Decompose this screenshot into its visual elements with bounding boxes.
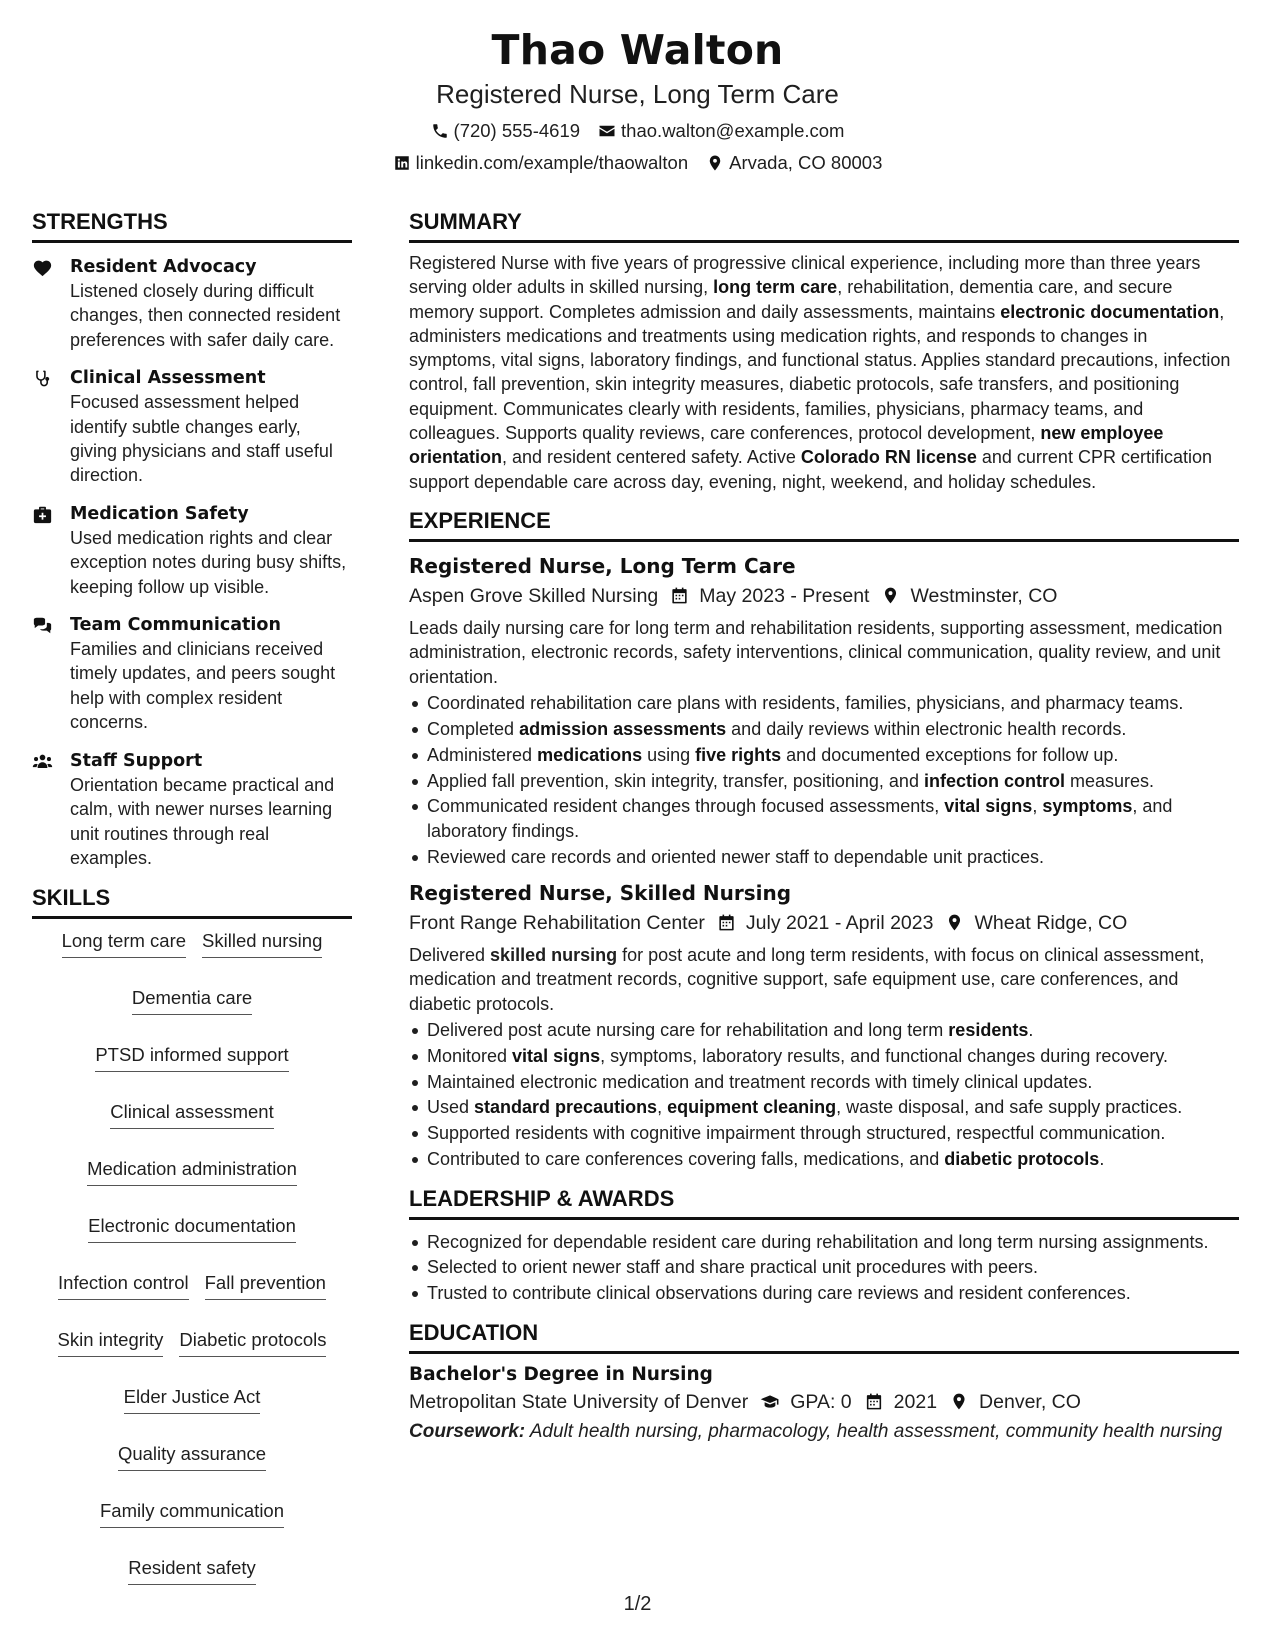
calendar-icon [670, 586, 689, 605]
text-run: . [1099, 1149, 1105, 1170]
text-run: Supported residents with cognitive impairment through structured, respectful communication. [427, 1123, 1166, 1144]
skill-tag: Skilled nursing [202, 929, 322, 958]
bold-text: admission assessments [519, 718, 727, 739]
text-run: , administers medications and treatments using medication rights, and responds to changes in symptoms, vital signs, laboratory findings, and functional status. Applies standard precautions, infection control, fall prevention, skin integrity measures, diabetic protocols, safe transfers, and positioning equipment. Communicates clearly with residents, families, physicians, pharmacy teams, and colleagues. Supports quality reviews, care conferences, protocol development, [409, 301, 1231, 444]
calendar-icon [717, 913, 736, 932]
skill-tag: PTSD informed support [95, 1043, 288, 1072]
bullet-item [409, 845, 1239, 869]
text-run: , [1032, 796, 1043, 817]
bold-text: equipment cleaning [667, 1097, 837, 1118]
phone-icon [431, 122, 449, 140]
strength-item [32, 749, 352, 871]
strength-item [32, 366, 352, 488]
skill-tag: Dementia care [132, 986, 252, 1015]
bullet-item [409, 1044, 1239, 1068]
email-text: thao.walton@example.com [621, 120, 845, 141]
candidate-title: Registered Nurse, Long Term Care [436, 79, 839, 109]
bullet-item [409, 1147, 1239, 1171]
bold-text: symptoms [1042, 796, 1133, 817]
summary-heading: SUMMARY [409, 208, 1239, 243]
job-employer: Front Range Rehabilitation Center [409, 911, 705, 934]
strength-title: Clinical Assessment [70, 368, 266, 389]
degree-title: Bachelor's Degree in Nursing [409, 1363, 713, 1385]
contact-row-2 [0, 152, 1275, 174]
bullet-item [409, 1018, 1239, 1042]
coursework [409, 1420, 1239, 1444]
text-run: Delivered post acute nursing care for rehabilitation and long term [427, 1019, 949, 1040]
bullet-item [409, 743, 1239, 767]
strength-item [32, 502, 352, 599]
text-run: Applied fall prevention, skin integrity, transfer, positioning, and [427, 770, 924, 791]
skill-tag: Fall prevention [205, 1271, 326, 1300]
map-pin-icon [881, 586, 900, 605]
contact-row-1 [0, 120, 1275, 142]
text-run: and documented exceptions for follow up. [781, 744, 1119, 765]
bullet-item [409, 717, 1239, 741]
job-bullets [409, 1018, 1239, 1172]
skills-heading: SKILLS [32, 884, 352, 919]
education-heading: EDUCATION [409, 1319, 1239, 1354]
job-title: Registered Nurse, Long Term Care [409, 553, 796, 578]
summary-text [409, 251, 1239, 494]
education-location: Denver, CO [979, 1390, 1081, 1413]
bullet-item [409, 691, 1239, 715]
resume-header [0, 0, 1275, 174]
strength-desc: Orientation became practical and calm, with newer nurses learning unit routines through real examples. [70, 774, 335, 868]
job-location: Westminster, CO [910, 584, 1058, 607]
leadership-heading: LEADERSHIP & AWARDS [409, 1185, 1239, 1220]
phone-text: (720) 555-4619 [453, 120, 581, 141]
left-column [32, 208, 352, 1585]
coursework-label: Coursework: [409, 1420, 526, 1442]
strength-item [32, 613, 352, 735]
job-meta [409, 909, 1239, 937]
job-dates: July 2021 - April 2023 [745, 911, 934, 934]
education-meta [409, 1388, 1239, 1416]
chat-bubbles-icon [32, 616, 53, 635]
stethoscope-icon [32, 369, 53, 388]
text-run: , rehabilitation, dementia care, and secure memory support. Completes admission and daily assessments, maintains [409, 277, 1173, 322]
strengths-list [32, 255, 352, 870]
coursework-text: Adult health nursing, pharmacology, health assessment, community health nursing [525, 1420, 1223, 1442]
bold-text: long term care [713, 277, 838, 298]
leadership-section [409, 1185, 1239, 1306]
location-text: Arvada, CO 80003 [729, 152, 883, 173]
skill-tag: Elder Justice Act [124, 1385, 261, 1414]
leadership-item: Recognized for dependable resident care during rehabilitation and long term nursing assignments. [409, 1230, 1239, 1254]
bold-text: residents [948, 1019, 1029, 1040]
bold-text: infection control [923, 770, 1065, 791]
skill-tag: Electronic documentation [88, 1214, 296, 1243]
skill-tag: Skin integrity [58, 1328, 164, 1357]
graduation-cap-icon [760, 1392, 780, 1411]
gpa-text: GPA: 0 [790, 1390, 852, 1413]
bold-text: new employee orientation [409, 423, 1164, 468]
text-run: , and resident centered safety. Active [502, 447, 801, 468]
strength-item [32, 255, 352, 352]
map-pin-icon [945, 913, 964, 932]
map-pin-icon [706, 154, 724, 172]
calendar-icon [864, 1392, 884, 1411]
bold-text: standard precautions [474, 1097, 658, 1118]
strength-title: Medication Safety [70, 503, 249, 524]
text-run: Completed [427, 718, 520, 739]
text-run: Monitored [427, 1045, 513, 1066]
candidate-name: Thao Walton [491, 26, 784, 74]
text-run: Contributed to care conferences covering falls, medications, and [427, 1149, 945, 1170]
contact-linkedin[interactable] [393, 152, 689, 174]
users-icon [32, 752, 53, 771]
right-column [409, 208, 1239, 1585]
experience-section [409, 507, 1239, 1172]
job-location: Wheat Ridge, CO [974, 911, 1128, 934]
bold-text: vital signs [944, 796, 1033, 817]
text-run: , waste disposal, and safe supply practices. [836, 1097, 1183, 1118]
bullet-item [409, 769, 1239, 793]
strength-title: Resident Advocacy [70, 257, 257, 277]
bullet-item [409, 1070, 1239, 1094]
contact-location [706, 152, 882, 174]
leadership-item: Trusted to contribute clinical observations during care reviews and resident conferences. [409, 1281, 1239, 1305]
strength-desc: Families and clinicians received timely updates, and peers sought help with complex resident concerns. [70, 639, 336, 733]
page-number: 1/2 [623, 1593, 652, 1615]
text-run: and daily reviews within electronic health records. [726, 718, 1127, 739]
medkit-icon [32, 505, 53, 524]
text-run: Communicated resident changes through focused assessments, [427, 796, 945, 817]
job-employer: Aspen Grove Skilled Nursing [409, 584, 659, 607]
text-run: . [1028, 1019, 1034, 1040]
text-run: Registered Nurse with five years of progressive clinical experience, including more than three years serving older adults in skilled nursing, [409, 253, 1201, 298]
resume-body [32, 208, 1242, 1585]
skill-tag: Diabetic protocols [179, 1328, 326, 1357]
text-run: , symptoms, laboratory results, and functional changes during recovery. [600, 1045, 1169, 1066]
bold-text: five rights [695, 744, 782, 765]
text-run: , and laboratory findings. [427, 796, 1173, 841]
leadership-item: Selected to orient newer staff and share practical unit procedures with peers. [409, 1255, 1239, 1279]
text-run: Maintained electronic medication and treatment records with timely clinical updates. [427, 1071, 1093, 1092]
linkedin-icon [393, 154, 411, 172]
bold-text: vital signs [512, 1045, 601, 1066]
heart-icon [32, 258, 53, 277]
skill-tag: Quality assurance [118, 1442, 266, 1471]
skill-tag: Medication administration [87, 1157, 297, 1186]
skill-tag: Resident safety [128, 1556, 256, 1585]
map-pin-icon [949, 1392, 969, 1411]
skill-tag: Family communication [100, 1499, 284, 1528]
school-name: Metropolitan State University of Denver [409, 1390, 749, 1413]
text-run: Delivered [409, 944, 491, 965]
envelope-icon [598, 122, 616, 140]
strength-title: Staff Support [70, 750, 203, 771]
experience-heading: EXPERIENCE [409, 507, 1239, 542]
bold-text: skilled nursing [490, 944, 618, 965]
job-dates: May 2023 - Present [699, 584, 870, 607]
strengths-heading: STRENGTHS [32, 208, 352, 243]
strength-desc: Listened closely during difficult changes, then connected resident preferences with safer daily care. [70, 281, 341, 350]
bullet-item [409, 1095, 1239, 1119]
text-run: using [642, 744, 696, 765]
contact-email[interactable] [598, 120, 844, 142]
bold-text: Colorado RN license [800, 447, 977, 468]
text-run: Coordinated rehabilitation care plans with residents, families, physicians, and pharmacy teams. [427, 692, 1184, 713]
bullet-item [409, 1121, 1239, 1145]
text-run: Used [427, 1097, 475, 1118]
skill-tag: Long term care [62, 929, 186, 958]
text-run: Leads daily nursing care for long term and rehabilitation residents, supporting assessment, medication administration, electronic records, safety interventions, clinical communication, quality review, and unit orientation. [409, 617, 1223, 687]
job-title: Registered Nurse, Skilled Nursing [409, 880, 792, 905]
text-run: and current CPR certification support dependable care across day, evening, night, weekend, and holiday schedules. [409, 447, 1212, 492]
bullet-item [409, 794, 1239, 843]
strength-title: Team Communication [70, 615, 281, 636]
skill-tag: Clinical assessment [110, 1100, 273, 1129]
text-run: , [657, 1097, 668, 1118]
education-section [409, 1319, 1239, 1444]
text-run: Reviewed care records and oriented newer staff to dependable unit practices. [427, 846, 1045, 867]
contact-phone[interactable] [431, 120, 581, 142]
text-run: Administered [427, 744, 538, 765]
graduation-year: 2021 [893, 1390, 938, 1413]
bold-text: electronic documentation [1000, 301, 1220, 322]
job-description [409, 943, 1239, 1016]
strength-desc: Focused assessment helped identify subtle changes early, giving physicians and staff useful direction. [70, 392, 333, 486]
job-meta [409, 582, 1239, 610]
job-entry [409, 879, 1239, 1172]
text-run: for post acute and long term residents, with focus on clinical assessment, medication and treatment records, cognitive support, safe equipment use, care conferences, and diabetic protocols. [409, 944, 1205, 1014]
job-description [409, 616, 1239, 689]
bold-text: medications [537, 744, 643, 765]
job-bullets [409, 691, 1239, 869]
skill-tag: Infection control [58, 1271, 189, 1300]
strength-desc: Used medication rights and clear exception notes during busy shifts, keeping follow up visible. [70, 527, 347, 597]
skills-list [32, 929, 352, 1585]
linkedin-text: linkedin.com/example/thaowalton [415, 152, 689, 173]
text-run: measures. [1064, 770, 1154, 791]
bold-text: diabetic protocols [944, 1149, 1100, 1170]
job-entry [409, 552, 1239, 869]
leadership-bullets [409, 1230, 1239, 1306]
